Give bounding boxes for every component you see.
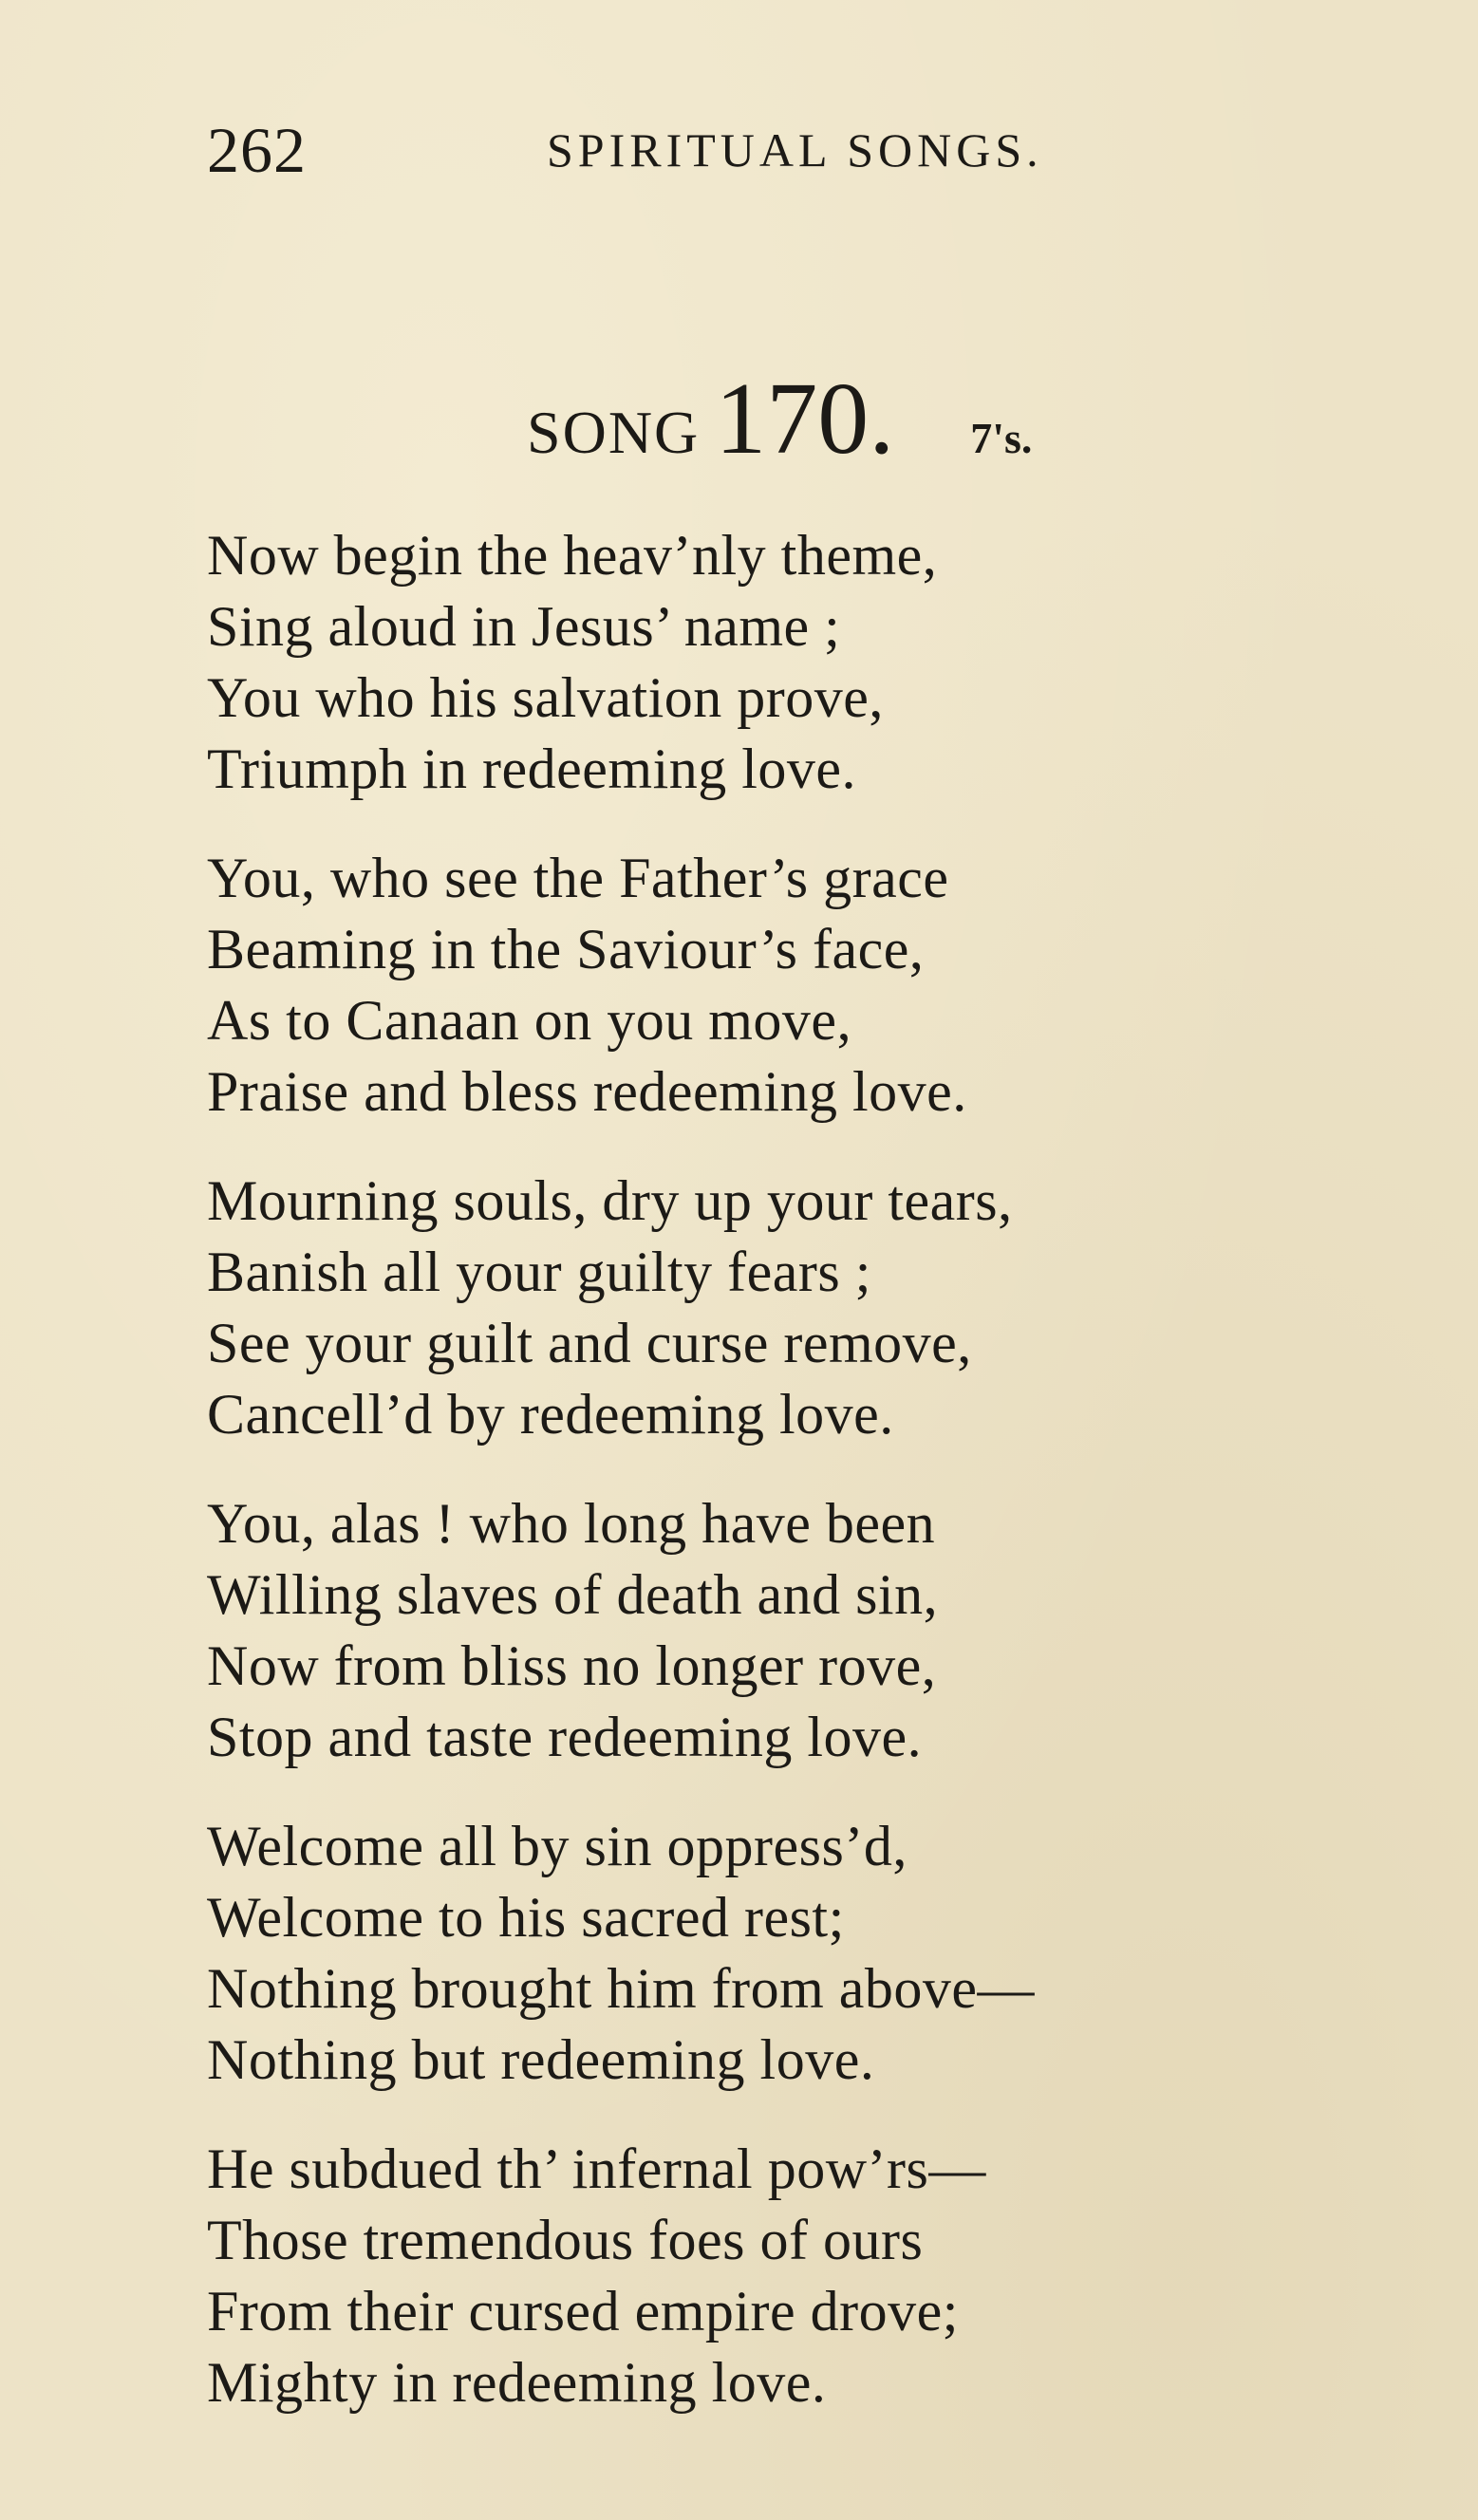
song-verses — [207, 520, 1422, 2456]
stanza-1 — [207, 520, 1422, 805]
verse-line: Willing slaves of death and sin, — [207, 1563, 939, 1626]
verse-line: Now begin the heav’nly theme, — [207, 524, 938, 587]
stanza-4 — [207, 1488, 1422, 1773]
verse-line: Welcome to his sacred rest; — [207, 1886, 845, 1949]
verse-line: Mighty in redeeming love. — [207, 2351, 827, 2414]
verse-line: You, alas ! who long have been — [207, 1492, 936, 1555]
verse-line: Triumph in redeeming love. — [207, 737, 857, 800]
verse-line: Banish all your guilty fears ; — [207, 1241, 871, 1303]
verse-line: Sing aloud in Jesus’ name ; — [207, 595, 841, 658]
running-head — [207, 112, 1156, 188]
verse-line: Nothing but redeeming love. — [207, 2028, 875, 2091]
stanza-3 — [207, 1166, 1422, 1450]
page-number: 262 — [207, 114, 307, 186]
running-title: SPIRITUAL SONGS. — [547, 123, 1043, 177]
verse-line: Nothing brought him from above— — [207, 1957, 1036, 2020]
verse-line: He subdued th’ infernal pow’rs— — [207, 2137, 986, 2200]
song-label: SONG — [527, 399, 701, 466]
verse-line: Stop and taste redeeming love. — [207, 1706, 923, 1768]
verse-line: See your guilt and curse remove, — [207, 1312, 972, 1374]
verse-line: Cancell’d by redeeming love. — [207, 1383, 894, 1446]
stanza-2 — [207, 843, 1422, 1128]
song-meter: 7's. — [970, 414, 1033, 462]
verse-line: Mourning souls, dry up your tears, — [207, 1169, 1013, 1232]
verse-line: Praise and bless redeeming love. — [207, 1060, 967, 1123]
stanza-6 — [207, 2134, 1422, 2418]
stanza-5 — [207, 1811, 1422, 2096]
verse-line: You, who see the Father’s grace — [207, 847, 949, 909]
verse-line: You who his salvation prove, — [207, 666, 884, 729]
verse-line: As to Canaan on you move, — [207, 989, 852, 1052]
verse-line: Welcome all by sin oppress’d, — [207, 1815, 907, 1877]
verse-line: Beaming in the Saviour’s face, — [207, 918, 925, 980]
song-number: 170. — [715, 363, 895, 476]
verse-line: From their cursed empire drove; — [207, 2280, 959, 2343]
song-heading — [527, 361, 1033, 476]
verse-line: Now from bliss no longer rove, — [207, 1634, 937, 1697]
verse-line: Those tremendous foes of ours — [207, 2209, 924, 2271]
